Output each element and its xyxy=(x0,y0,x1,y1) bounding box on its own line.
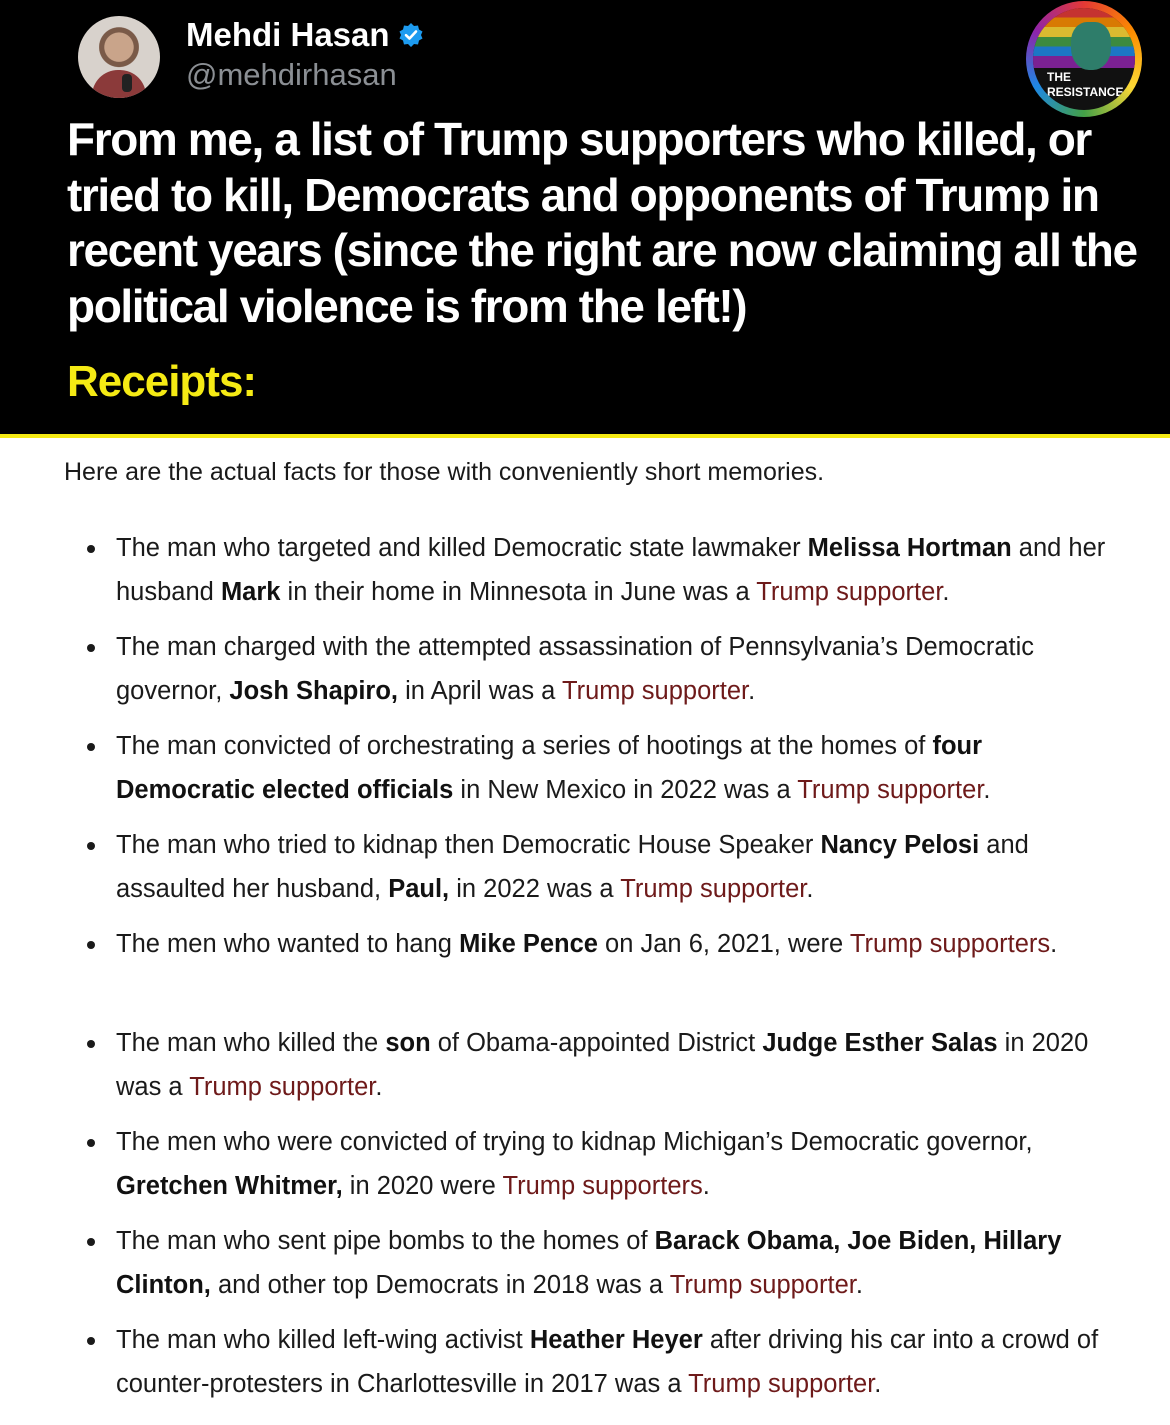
fact-text: in April was a xyxy=(398,677,562,705)
intro-text: Here are the actual facts for those with conveniently short memories. xyxy=(64,458,825,486)
fact-text: . xyxy=(806,875,814,903)
avatar[interactable] xyxy=(78,16,160,98)
bold-name: Heather Heyer xyxy=(529,1326,703,1354)
fact-text: and her husband xyxy=(116,534,1106,606)
source-link[interactable]: Trump supporters xyxy=(849,930,1051,958)
fact-text: . xyxy=(874,1370,882,1398)
bullet-icon xyxy=(87,1139,95,1147)
bold-name: Mike Pence xyxy=(459,930,598,958)
fact-text: . xyxy=(855,1271,863,1299)
bullet-icon xyxy=(87,1238,95,1246)
fact-text: on Jan 6, 2021, were xyxy=(597,930,850,958)
fact-text: . xyxy=(702,1172,710,1200)
fact-text: The man who targeted and killed Democratic state lawmaker xyxy=(116,534,808,562)
facts-list xyxy=(0,526,1170,1417)
fact-text: . xyxy=(983,776,991,804)
author-handle[interactable]: @mehdirhasan xyxy=(186,57,397,92)
fact-text: . xyxy=(1050,930,1058,958)
source-link[interactable]: Trump supporter xyxy=(797,776,984,804)
list-item xyxy=(0,724,1170,812)
microphone-icon xyxy=(122,74,132,92)
list-item xyxy=(0,823,1170,911)
fact-text: of Obama-appointed District xyxy=(430,1029,763,1057)
bold-name: son xyxy=(385,1029,431,1057)
fact-text: after driving his car into a crowd of counter-protesters in Charlottesville in 2017 was a xyxy=(116,1326,1099,1398)
source-link[interactable]: Trump supporter xyxy=(561,677,749,705)
source-link[interactable]: Trump supporter xyxy=(669,1271,856,1299)
fact-text: The men who were convicted of trying to kidnap Michigan’s Democratic governor, xyxy=(116,1128,1033,1156)
fact-text: The man charged with the attempted assassination of Pennsylvania’s Democratic governor, xyxy=(116,633,1035,705)
fact-text: in 2020 were xyxy=(342,1172,503,1200)
list-item xyxy=(0,526,1170,614)
fact-text: in 2022 was a xyxy=(449,875,621,903)
fact-text: in 2020 was a xyxy=(116,1029,1089,1101)
bold-name: Judge Esther Salas xyxy=(762,1029,998,1057)
fact-text: . xyxy=(375,1073,383,1101)
fact-text: in their home in Minnesota in June was a xyxy=(280,578,757,606)
fact-text: in New Mexico in 2022 was a xyxy=(453,776,798,804)
source-link[interactable]: Trump supporter xyxy=(756,578,943,606)
bullet-icon xyxy=(87,1337,95,1345)
fact-text: . xyxy=(942,578,950,606)
list-item xyxy=(0,922,1170,1010)
bullet-icon xyxy=(87,941,95,949)
list-item xyxy=(0,1021,1170,1109)
bold-name: Paul, xyxy=(388,875,450,903)
fact-text: and other top Democrats in 2018 was a xyxy=(210,1271,670,1299)
bold-name: Josh Shapiro, xyxy=(229,677,399,705)
logo-inner xyxy=(1033,8,1135,110)
bold-name: Barack Obama, Joe Biden, Hillary Clinton, xyxy=(116,1227,1062,1299)
post-header xyxy=(0,0,1170,438)
bold-name: Melissa Hortman xyxy=(807,534,1012,562)
logo-text xyxy=(1047,70,1127,100)
list-item xyxy=(0,1120,1170,1208)
avatar-shirt xyxy=(92,70,146,98)
fact-text: and assaulted her husband, xyxy=(116,831,1029,903)
bold-name: Mark xyxy=(220,578,281,606)
list-item xyxy=(0,625,1170,713)
bullet-icon xyxy=(87,842,95,850)
bold-name: Gretchen Whitmer, xyxy=(116,1172,343,1200)
the-resistance-logo xyxy=(1026,1,1142,117)
fact-text: The man who killed the xyxy=(116,1029,386,1057)
fact-text: The man convicted of orchestrating a series of hootings at the homes of xyxy=(116,732,933,760)
list-item xyxy=(0,1219,1170,1307)
post-headline: From me, a list of Trump supporters who killed, or tried to kill, Democrats and opponents of Trump in recent years (since the right are now claiming all the political violence is from the left!) xyxy=(67,113,1137,332)
logo-text-line2: RESISTANCE xyxy=(1047,85,1124,99)
bullet-icon xyxy=(87,743,95,751)
list-item xyxy=(0,1318,1170,1406)
bullet-icon xyxy=(87,1040,95,1048)
receipts-label: Receipts: xyxy=(67,357,257,406)
fact-text: The men who wanted to hang xyxy=(116,930,460,958)
source-link[interactable]: Trump supporter xyxy=(688,1370,875,1398)
author-display-name[interactable]: Mehdi Hasan xyxy=(186,16,390,53)
bold-name: Nancy Pelosi xyxy=(820,831,980,859)
bold-name: four Democratic elected officials xyxy=(116,732,983,804)
logo-text-line1: THE xyxy=(1047,70,1071,84)
source-link[interactable]: Trump supporter xyxy=(189,1073,376,1101)
fact-text: The man who killed left-wing activist xyxy=(116,1326,530,1354)
source-link[interactable]: Trump supporter xyxy=(620,875,807,903)
bullet-icon xyxy=(87,545,95,553)
author-name-row xyxy=(186,16,424,54)
fact-text: The man who tried to kidnap then Democratic House Speaker xyxy=(116,831,821,859)
verified-badge-icon xyxy=(398,22,424,48)
source-link[interactable]: Trump supporters xyxy=(502,1172,703,1200)
fact-text: . xyxy=(748,677,756,705)
bullet-icon xyxy=(87,644,95,652)
statue-of-liberty-icon xyxy=(1071,22,1111,70)
fact-text: The man who sent pipe bombs to the homes of xyxy=(116,1227,655,1255)
